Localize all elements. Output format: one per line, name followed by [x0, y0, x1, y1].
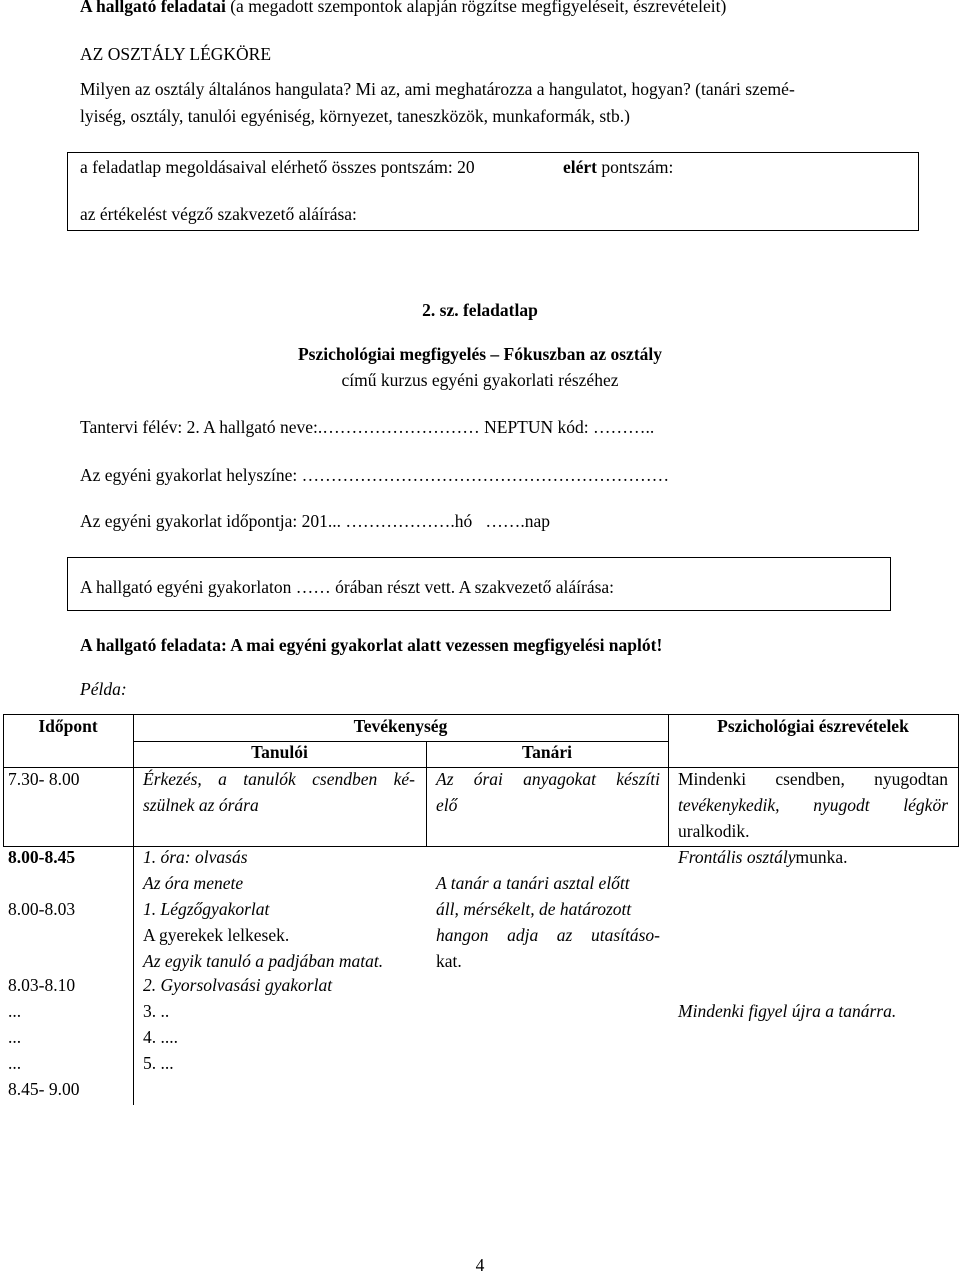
row1-psych-line3: uralkodik.: [678, 821, 750, 841]
row1-time: 7.30- 8.00: [8, 769, 80, 789]
row2-student-7: 3. ..: [143, 1001, 170, 1021]
row2-time-10: 8.45- 9.00: [8, 1079, 80, 1099]
header-student: Tanulói: [251, 742, 308, 762]
row2-psych-1b: munka.: [795, 847, 848, 867]
date-line: Az egyéni gyakorlat időpontja: 201... ……………….hó …….nap: [80, 511, 550, 531]
sheet-title: Pszichológiai megfigyelés – Fókuszban az osztály: [297, 344, 663, 364]
example-label: Példa:: [80, 679, 127, 699]
row2-student-1: 1. óra: olvasás: [143, 847, 248, 867]
row2-student-6: 2. Gyorsolvasási gyakorlat: [143, 975, 333, 995]
page-number: 4: [475, 1255, 485, 1275]
question-line-1: Milyen az osztály általános hangulata? Mi az, ami meghatározza a hangulatot, hogyan? (tanári szemé-: [80, 79, 795, 99]
row2-teacher-2: áll, mérsékelt, de határozott: [436, 899, 632, 919]
row1-teacher-line2: elő: [436, 795, 458, 815]
row1-student-line2: szülnek az órára: [143, 795, 259, 815]
task-heading-bold: A hallgató feladatai: [80, 0, 226, 16]
sheet-number: 2. sz. feladatlap: [422, 300, 538, 320]
row2-psych-1: [678, 847, 848, 868]
semester-line: Tantervi félév: 2. A hallgató neve:.……………………… NEPTUN kód: ………..: [80, 417, 655, 437]
location-line: Az egyéni gyakorlat helyszíne: ………………………………………………………: [80, 465, 670, 485]
row2-student-3: 1. Légzőgyakorlat: [143, 899, 270, 919]
row2-teacher-4: kat.: [436, 951, 462, 971]
row1-student-line1: Érkezés, a tanulók csendben ké-: [143, 769, 415, 789]
question-line-2: lyiség, osztály, tanulói egyéniség, környezet, taneszközök, munkaformák, stb.): [80, 106, 630, 126]
score-achieved-bold: elért: [563, 157, 597, 177]
instruction: A hallgató feladata: A mai egyéni gyakorlat alatt vezessen megfigyelési naplót!: [80, 635, 663, 655]
row2-time-1: 8.00-8.45: [8, 847, 76, 867]
row2-time-3: 8.00-8.03: [8, 899, 76, 919]
row1-psych-line1: Mindenki csendben, nyugodtan: [678, 769, 948, 789]
row2-time-6: 8.03-8.10: [8, 975, 76, 995]
row2-student-8: 4. ....: [143, 1027, 178, 1047]
hours-text: A hallgató egyéni gyakorlaton …… órában részt vett. A szakvezető aláírása:: [80, 577, 615, 597]
score-total: a feladatlap megoldásaival elérhető összes pontszám: 20: [80, 157, 475, 177]
row1-psych-line2: tevékenykedik, nyugodt légkör: [678, 795, 948, 815]
row2-student-2: Az óra menete: [143, 873, 244, 893]
row2-psych-1a: Frontális osztály: [678, 847, 796, 867]
task-heading-rest: (a megadott szempontok alapján rögzítse megfigyeléseit, észrevételeit): [225, 0, 727, 16]
task-heading: [80, 0, 726, 17]
section-title: AZ OSZTÁLY LÉGKÖRE: [80, 44, 272, 64]
header-psych: Pszichológiai észrevételek: [717, 716, 909, 736]
score-achieved-rest: pontszám:: [597, 157, 674, 177]
row2-time-8: ...: [8, 1027, 22, 1047]
sheet-subtitle: című kurzus egyéni gyakorlati részéhez: [341, 370, 619, 390]
row2-psych-2: Mindenki figyel újra a tanárra.: [678, 1001, 897, 1021]
row1-teacher-line1: Az órai anyagokat készíti: [436, 769, 660, 789]
score-achieved: [563, 157, 673, 178]
row2-student-9: 5. ...: [143, 1053, 174, 1073]
row2-student-4: A gyerekek lelkesek.: [143, 925, 290, 945]
row2-teacher-1: A tanár a tanári asztal előtt: [436, 873, 630, 893]
row2-teacher-3: hangon adja az utasításo-: [436, 925, 660, 945]
header-teacher: Tanári: [522, 742, 572, 762]
header-activity: Tevékenység: [353, 716, 448, 736]
row2-time-9: ...: [8, 1053, 22, 1073]
header-time: Időpont: [38, 716, 98, 736]
score-signature: az értékelést végző szakvezető aláírása:: [80, 204, 357, 224]
row2-student-5: Az egyik tanuló a padjában matat.: [143, 951, 384, 971]
row2-time-7: ...: [8, 1001, 22, 1021]
